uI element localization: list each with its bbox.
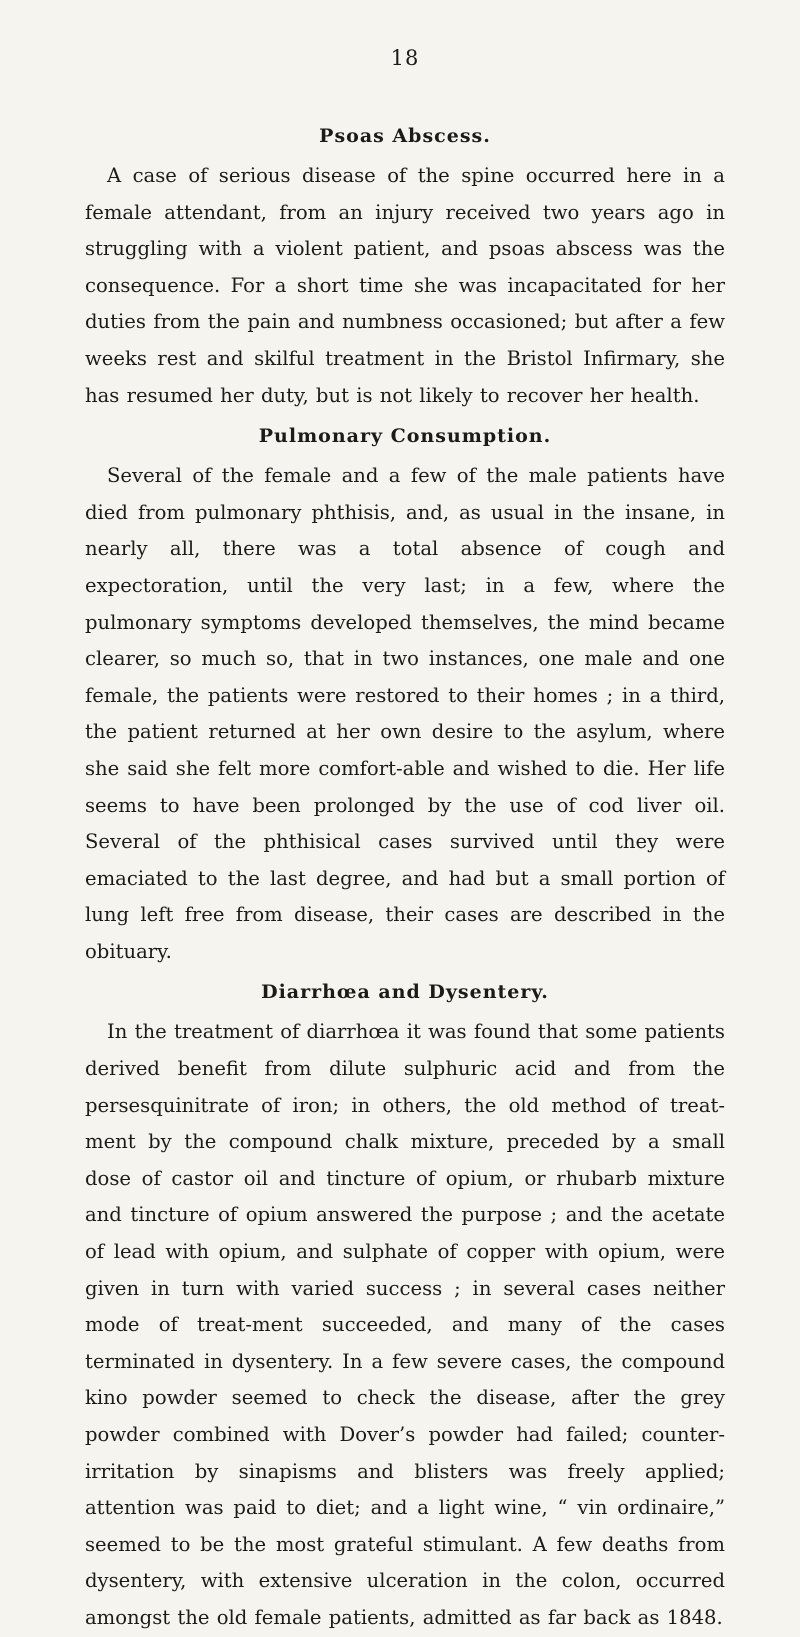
section-heading-diarrhoea-dysentery: Diarrhœa and Dysentery. bbox=[261, 981, 549, 1004]
paragraph-diarrhoea-dysentery: In the treatment of diarrhœa it was found that some patients derived benefit from dilute sulphuric acid and from the persesquinitrate of iron; in others, the old method of treat-ment by the compound chalk mixture, preceded by a small dose of castor oil and tincture of opium, or rhubarb mixture and tincture of opium answered the purpose ; and the acetate of lead with opium, and sulphate of copper with opium, were given in turn with varied success ; in several cases neither mode of treat-ment succeeded, and many of the cases terminated in dysentery. In a few severe cases, the compound kino powder seemed to check the disease, after the grey powder combined with Dover’s powder had failed; counter-irritation by sinapisms and blisters was freely applied; attention was paid to diet; and a light wine, “ vin ordinaire,” seemed to be the most grateful stimulant. A few deaths from dysentery, with extensive ulceration in the colon, occurred amongst the old female patients, admitted as far back as 1848. bbox=[85, 1020, 725, 1629]
section-heading-pulmonary-consumption: Pulmonary Consumption. bbox=[258, 425, 552, 448]
section-heading-psoas-abscess: Psoas Abscess. bbox=[319, 125, 491, 147]
paragraph-pulmonary-consumption: Several of the female and a few of the male patients have died from pulmonary phthisis, and, as usual in the insane, in nearly all, there was a total absence of cough and expectoration, until the very last; in a few, where the pulmonary symptoms developed themselves, the mind became clearer, so much so, that in two instances, one male and one female, the patients were restored to their homes ; in a third, the patient returned at her own desire to the asylum, where she said she felt more comfort-able and wished to die. Her life seems to have been prolonged by the use of cod liver oil. Several of the phthisical cases survived until they were emaciated to the last degree, and had but a small portion of lung left free from disease, their cases are described in the obituary. bbox=[85, 464, 725, 963]
page-number: 18 bbox=[390, 46, 420, 70]
paragraph-psoas-abscess: A case of serious disease of the spine occurred here in a female attendant, from an injury received two years ago in struggling with a violent patient, and psoas abscess was the consequence. For a short time she was incapacitated for her duties from the pain and numbness occasioned; but after a few weeks rest and skilful treatment in the Bristol Infirmary, she has resumed her duty, but is not likely to recover her health. bbox=[85, 164, 725, 407]
